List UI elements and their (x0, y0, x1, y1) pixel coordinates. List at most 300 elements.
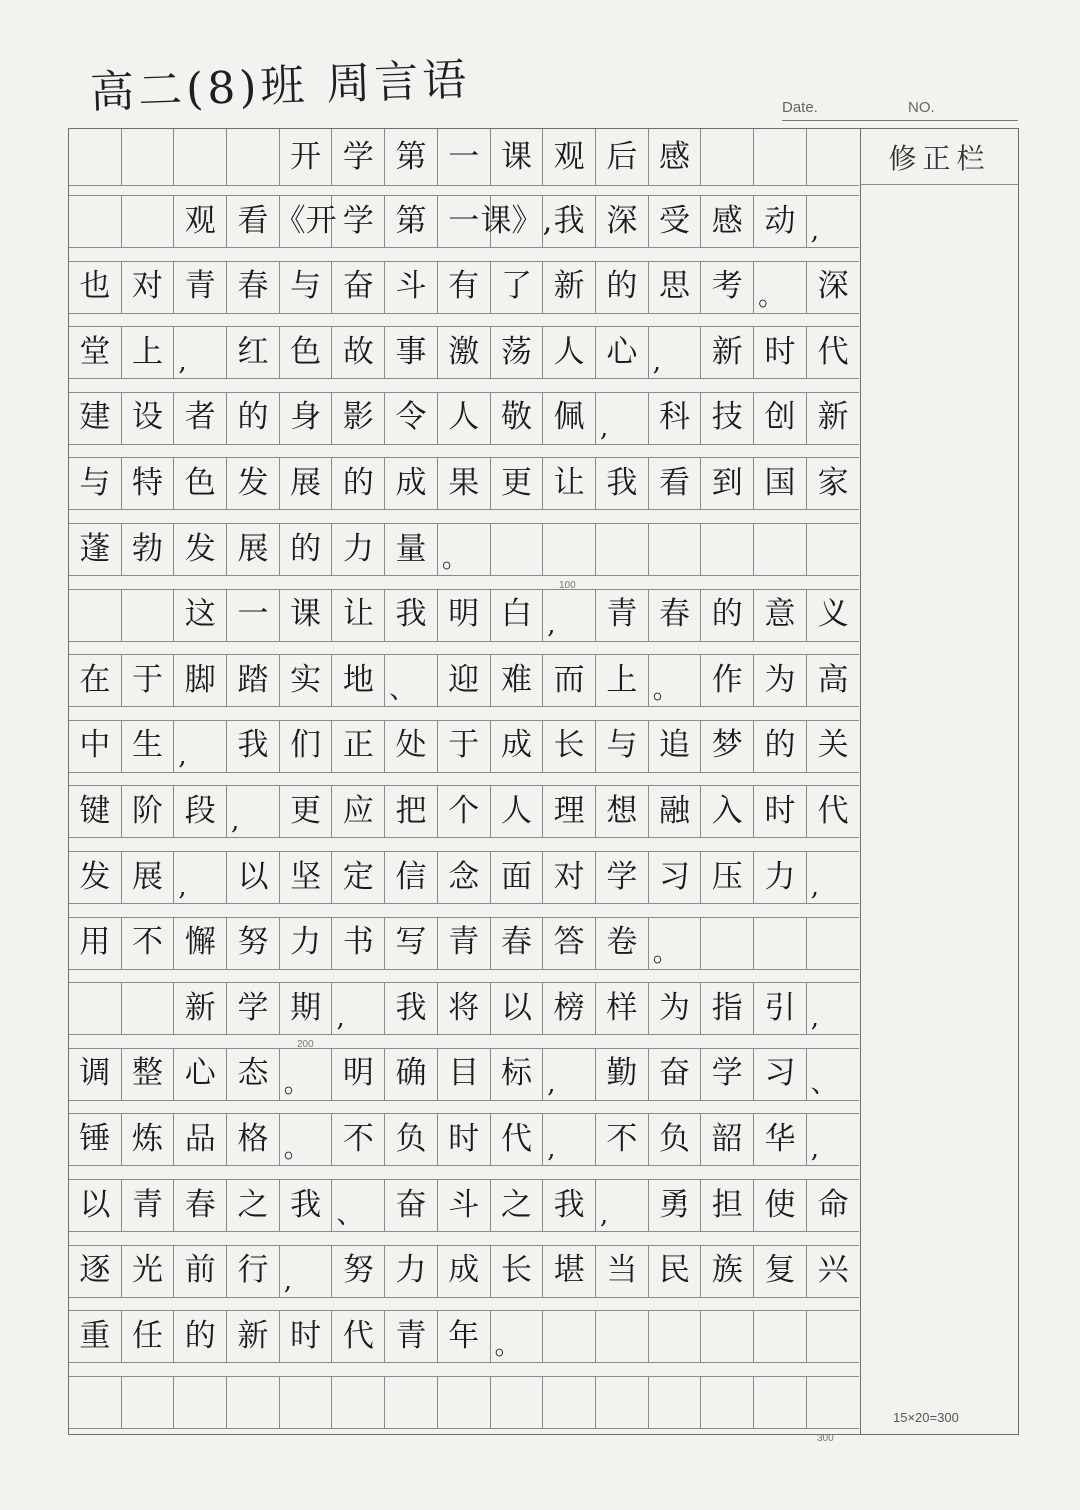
grid-cell: 键 (69, 785, 122, 837)
grid-cell (754, 917, 807, 969)
grid-cell (385, 1376, 438, 1428)
grid-cell: 调 (69, 1048, 122, 1100)
grid-cell: 为 (754, 654, 807, 706)
grid-cell (543, 1310, 596, 1362)
grid-row (69, 1245, 859, 1297)
grid-cell: 用 (69, 917, 122, 969)
grid-row (69, 457, 859, 509)
grid-cell: 一 (438, 195, 491, 247)
grid-cell: 当 (596, 1245, 649, 1297)
grid-cell: 我 (385, 589, 438, 641)
grid-cell: 与 (596, 720, 649, 772)
grid-rule (69, 720, 859, 721)
grid-cell: 在 (69, 654, 122, 706)
student-name-heading: 高二(8)班 周言语 (89, 54, 472, 119)
grid-cell: 国 (754, 457, 807, 509)
grid-row (69, 261, 859, 313)
grid-cell: 命 (817, 1186, 849, 1223)
grid-cell: 定 (333, 851, 386, 903)
grid-cell: 应 (333, 785, 386, 837)
grid-cell: 考 (701, 261, 754, 313)
grid-cell: 深 (596, 195, 649, 247)
grid-cell: 学 (333, 129, 386, 185)
grid-cell: 态 (227, 1048, 280, 1100)
grid-cell: 荡 (491, 326, 544, 378)
grid-cell: 白 (491, 589, 544, 641)
grid-cell: , (596, 392, 649, 444)
grid-cell: 、 (385, 654, 438, 706)
grid-cell: 我 (227, 720, 280, 772)
grid-cell: 。 (649, 654, 702, 706)
grid-cell: , (543, 1113, 596, 1165)
char-count-marker: 200 (297, 1038, 314, 1050)
grid-row (69, 1376, 859, 1428)
grid-cell: 光 (122, 1245, 175, 1297)
grid-cell: 梦 (701, 720, 754, 772)
header-underline (782, 120, 1018, 121)
grid-cell: 新 (174, 982, 227, 1034)
grid-row (69, 523, 859, 575)
grid-rule (69, 378, 859, 379)
grid-cell: 令 (385, 392, 438, 444)
grid-cell: 难 (491, 654, 544, 706)
grid-cell: 发 (227, 457, 280, 509)
grid-rule (69, 1428, 859, 1429)
grid-cell: 负 (649, 1113, 702, 1165)
grid-cell: 时 (438, 1113, 491, 1165)
grid-cell: 奋 (649, 1048, 702, 1100)
grid-cell: , (174, 851, 227, 903)
grid-cell: 作 (701, 654, 754, 706)
grid-cell (596, 1310, 649, 1362)
grid-row (69, 195, 859, 247)
grid-rule (69, 785, 859, 786)
grid-cell: 处 (385, 720, 438, 772)
grid-cell: 理 (543, 785, 596, 837)
grid-row (69, 785, 859, 837)
grid-cell: 不 (122, 917, 175, 969)
grid-cell: 堪 (543, 1245, 596, 1297)
grid-cell: 学 (596, 851, 649, 903)
grid-cell: 课 (491, 129, 544, 185)
grid-row (69, 326, 859, 378)
grid-cell: 信 (385, 851, 438, 903)
grid-rule (69, 1100, 859, 1101)
grid-cell: 人 (438, 392, 491, 444)
grid-cell (491, 1376, 544, 1428)
grid-rule (69, 1034, 859, 1035)
grid-cell: 故 (333, 326, 386, 378)
grid-cell: 习 (754, 1048, 807, 1100)
grid-cell (543, 523, 596, 575)
grid-cell: 激 (438, 326, 491, 378)
grid-row (69, 1179, 859, 1231)
char-count-marker: 300 (817, 1433, 834, 1444)
grid-cell: 奋 (385, 1179, 438, 1231)
grid-cell: 脚 (174, 654, 227, 706)
grid-cell: 色 (280, 326, 333, 378)
grid-cell: 发 (69, 851, 122, 903)
grid-cell (754, 523, 807, 575)
grid-rule (69, 982, 859, 983)
grid-cell: 第 (385, 195, 438, 247)
grid-cell (69, 982, 122, 1034)
grid-cell: , (174, 326, 227, 378)
grid-cell (807, 1310, 860, 1362)
grid-cell: 开 (280, 129, 333, 185)
grid-cell: , (810, 1003, 820, 1034)
grid-cell: 以 (491, 982, 544, 1034)
grid-cell: 以 (69, 1179, 122, 1231)
grid-cell (69, 1376, 122, 1428)
grid-cell: 思 (649, 261, 702, 313)
grid-cell (122, 1376, 175, 1428)
grid-cell: 感 (649, 129, 702, 185)
grid-cell: 答 (543, 917, 596, 969)
grid-cell: 习 (649, 851, 702, 903)
date-label: Date. (782, 99, 818, 116)
grid-cell: 人 (491, 785, 544, 837)
grid-cell: 重 (69, 1310, 122, 1362)
grid-cell: 指 (701, 982, 754, 1034)
grid-cell: , (810, 1134, 820, 1165)
grid-rule (69, 1113, 859, 1114)
grid-cell: , (280, 1245, 333, 1297)
grid-cell: 代 (817, 333, 849, 370)
grid-cell: 生 (122, 720, 175, 772)
grid-cell: 之 (227, 1179, 280, 1231)
grid-cell: 学 (333, 195, 386, 247)
grid-cell: 蓬 (69, 523, 122, 575)
grid-cell: 者 (174, 392, 227, 444)
grid-cell: 。 (280, 1113, 333, 1165)
grid-cell: 而 (543, 654, 596, 706)
grid-cell: 担 (701, 1179, 754, 1231)
grid-cell: 整 (122, 1048, 175, 1100)
grid-cell: 力 (754, 851, 807, 903)
grid-cell: 我 (280, 1179, 333, 1231)
grid-cell: 不 (596, 1113, 649, 1165)
grid-cell: 勃 (122, 523, 175, 575)
grid-cell: 。 (754, 261, 807, 313)
grid-cell: , (543, 589, 596, 641)
grid-cell (649, 1376, 702, 1428)
grid-cell (701, 917, 754, 969)
grid-cell: 长 (543, 720, 596, 772)
grid-cell: 看 (649, 457, 702, 509)
grid-cell: 青 (438, 917, 491, 969)
grid-rule (69, 444, 859, 445)
grid-cell: 佩 (543, 392, 596, 444)
grid-cell (807, 1376, 860, 1428)
grid-rule (69, 575, 859, 576)
grid-cell: , (333, 982, 386, 1034)
grid-cell (227, 1376, 280, 1428)
grid-cell: 。 (280, 1048, 333, 1100)
grid-cell: 堂 (69, 326, 122, 378)
grid-cell: 心 (174, 1048, 227, 1100)
grid-cell: 春 (491, 917, 544, 969)
grid-cell: 复 (754, 1245, 807, 1297)
grid-cell: , (596, 1179, 649, 1231)
grid-cell: 青 (174, 261, 227, 313)
grid-rule (69, 1165, 859, 1166)
grid-cell (69, 195, 122, 247)
grid-cell: 与 (69, 457, 122, 509)
grid-cell: 身 (280, 392, 333, 444)
grid-rule (69, 969, 859, 970)
grid-cell: 们 (280, 720, 333, 772)
grid-cell: 行 (227, 1245, 280, 1297)
grid-cell: 关 (817, 727, 849, 764)
grid-cell: 也 (69, 261, 122, 313)
grid-rule (69, 1179, 859, 1180)
grid-cell (122, 129, 175, 185)
grid-cell: 正 (333, 720, 386, 772)
grid-cell (438, 1376, 491, 1428)
grid-row (69, 1310, 859, 1362)
grid-cell: 民 (649, 1245, 702, 1297)
grid-cell: 课》, (491, 195, 544, 247)
grid-cell: 段 (174, 785, 227, 837)
grid-rule (69, 772, 859, 773)
grid-cell: 新 (701, 326, 754, 378)
grid-rule (69, 903, 859, 904)
grid-row (69, 589, 859, 641)
grid-cell: 勇 (649, 1179, 702, 1231)
grid-rule (69, 1245, 859, 1246)
grid-cell (754, 1376, 807, 1428)
grid-cell: 建 (69, 392, 122, 444)
grid-cell: 受 (649, 195, 702, 247)
grid-cell (596, 523, 649, 575)
grid-cell: 勤 (596, 1048, 649, 1100)
grid-cell: 高 (817, 661, 849, 698)
grid-cell: 追 (649, 720, 702, 772)
grid-cell: 青 (596, 589, 649, 641)
grid-cell: 青 (385, 1310, 438, 1362)
grid-cell: 与 (280, 261, 333, 313)
grid-cell: 引 (754, 982, 807, 1034)
grid-cell: 一 (438, 129, 491, 185)
grid-cell: 期 (280, 982, 333, 1034)
grid-rule (69, 247, 859, 248)
grid-cell: 后 (596, 129, 649, 185)
grid-cell: 迎 (438, 654, 491, 706)
grid-cell: 样 (596, 982, 649, 1034)
grid-cell: 负 (385, 1113, 438, 1165)
grid-cell: 深 (817, 268, 849, 305)
grid-row (69, 982, 859, 1034)
grid-cell (69, 589, 122, 641)
grid-cell: 影 (333, 392, 386, 444)
grid-cell: 想 (596, 785, 649, 837)
grid-rule (69, 523, 859, 524)
grid-cell: 力 (280, 917, 333, 969)
grid-cell: 。 (649, 917, 702, 969)
grid-cell: 代 (817, 792, 849, 829)
grid-row (69, 1048, 859, 1100)
grid-rule (69, 392, 859, 393)
grid-cell: 地 (333, 654, 386, 706)
grid-cell: 阶 (122, 785, 175, 837)
grid-cell: , (174, 720, 227, 772)
grid-cell (491, 523, 544, 575)
grid-cell: 炼 (122, 1113, 175, 1165)
grid-cell (807, 129, 860, 185)
grid-cell: 任 (122, 1310, 175, 1362)
grid-cell: 春 (649, 589, 702, 641)
grid-cell: 了 (491, 261, 544, 313)
grid-cell (333, 1376, 386, 1428)
grid-cell: 时 (754, 785, 807, 837)
grid-cell: 以 (227, 851, 280, 903)
grid-cell: 确 (385, 1048, 438, 1100)
grid-cell: 更 (491, 457, 544, 509)
grid-cell: 兴 (817, 1252, 849, 1289)
grid-cell: 族 (701, 1245, 754, 1297)
grid-cell (174, 1376, 227, 1428)
grid-rule (69, 837, 859, 838)
grid-cell: 时 (280, 1310, 333, 1362)
grid-cell: 力 (333, 523, 386, 575)
grid-cell: 我 (543, 1179, 596, 1231)
grid-cell: 将 (438, 982, 491, 1034)
grid-cell: 《开 (280, 195, 333, 247)
grid-cell: 榜 (543, 982, 596, 1034)
grid-rule (69, 851, 859, 852)
grid-cell: 展 (280, 457, 333, 509)
grid-rule (69, 185, 859, 186)
grid-cell: 格 (227, 1113, 280, 1165)
grid-cell: 色 (174, 457, 227, 509)
grid-cell (701, 1376, 754, 1428)
grid-cell: 力 (385, 1245, 438, 1297)
grid-cell: 韶 (701, 1113, 754, 1165)
grid-cell: 为 (649, 982, 702, 1034)
grid-cell: 的 (701, 589, 754, 641)
grid-cell (122, 589, 175, 641)
grid-cell: 观 (543, 129, 596, 185)
grid-cell: , (649, 326, 702, 378)
grid-cell: , (810, 872, 820, 902)
grid-cell: 心 (596, 326, 649, 378)
grid-row (69, 129, 859, 185)
grid-rule (69, 1310, 859, 1311)
grid-cell: 的 (754, 720, 807, 772)
grid-cell: 坚 (280, 851, 333, 903)
grid-cell: 懈 (174, 917, 227, 969)
grid-cell: 品 (174, 1113, 227, 1165)
grid-cell: 量 (385, 523, 438, 575)
grid-cell (754, 1310, 807, 1362)
grid-cell (701, 129, 754, 185)
grid-rule (69, 589, 859, 590)
grid-cell: 面 (491, 851, 544, 903)
grid-cell: 于 (438, 720, 491, 772)
grid-cell: 努 (333, 1245, 386, 1297)
grid-cell: 青 (122, 1179, 175, 1231)
grid-row (69, 654, 859, 706)
grid-cell: 斗 (438, 1179, 491, 1231)
grid-cell: 个 (438, 785, 491, 837)
grid-cell: 代 (491, 1113, 544, 1165)
grid-cell: 这 (174, 589, 227, 641)
grid-cell: 的 (174, 1310, 227, 1362)
grid-rule (69, 195, 859, 196)
grid-cell: 第 (385, 129, 438, 185)
grid-rule (69, 509, 859, 510)
correction-column-title: 修正栏 (861, 129, 1018, 185)
grid-cell: 入 (701, 785, 754, 837)
grid-rule (69, 313, 859, 314)
grid-cell: 华 (754, 1113, 807, 1165)
grid-cell: 课 (280, 589, 333, 641)
grid-cell: 技 (701, 392, 754, 444)
grid-cell (649, 523, 702, 575)
grid-cell: 对 (543, 851, 596, 903)
grid-cell: 努 (227, 917, 280, 969)
grid-cell: 成 (385, 457, 438, 509)
grid-cell: 家 (817, 464, 849, 501)
grid-cell: 明 (333, 1048, 386, 1100)
grid-rule (69, 917, 859, 918)
grid-cell: 意 (754, 589, 807, 641)
grid-rule (69, 457, 859, 458)
grid-rule (69, 654, 859, 655)
grid-cell: 到 (701, 457, 754, 509)
grid-cell: 新 (543, 261, 596, 313)
grid-row (69, 917, 859, 969)
grid-cell: 念 (438, 851, 491, 903)
grid-cell (754, 129, 807, 185)
grid-rule (69, 1376, 859, 1377)
grid-cell: 事 (385, 326, 438, 378)
grid-cell (227, 129, 280, 185)
grid-cell: 成 (491, 720, 544, 772)
grid-cell: 于 (122, 654, 175, 706)
grid-cell: 一 (227, 589, 280, 641)
grid-cell: 、 (333, 1179, 386, 1231)
grid-cell (543, 1376, 596, 1428)
grid-cell: 斗 (385, 261, 438, 313)
grid-cell: 果 (438, 457, 491, 509)
grid-rule (69, 326, 859, 327)
grid-cell: 学 (227, 982, 280, 1034)
grid-row (69, 851, 859, 903)
grid-cell: 观 (174, 195, 227, 247)
grid-cell: 感 (701, 195, 754, 247)
grid-cell: 的 (596, 261, 649, 313)
grid-cell: 锤 (69, 1113, 122, 1165)
number-label: NO. (908, 99, 935, 116)
grid-cell: 科 (649, 392, 702, 444)
grid-cell: , (810, 216, 820, 246)
grid-cell: 的 (227, 392, 280, 444)
grid-rule (69, 1297, 859, 1298)
grid-cell (280, 1376, 333, 1428)
grid-cell: 我 (596, 457, 649, 509)
grid-rule (69, 706, 859, 707)
grid-cell: 上 (596, 654, 649, 706)
grid-cell (701, 523, 754, 575)
grid-row (69, 720, 859, 772)
grid-cell: 更 (280, 785, 333, 837)
grid-cell: 奋 (333, 261, 386, 313)
grid-cell: 明 (438, 589, 491, 641)
grid-rule (69, 1362, 859, 1363)
grid-cell: 看 (227, 195, 280, 247)
